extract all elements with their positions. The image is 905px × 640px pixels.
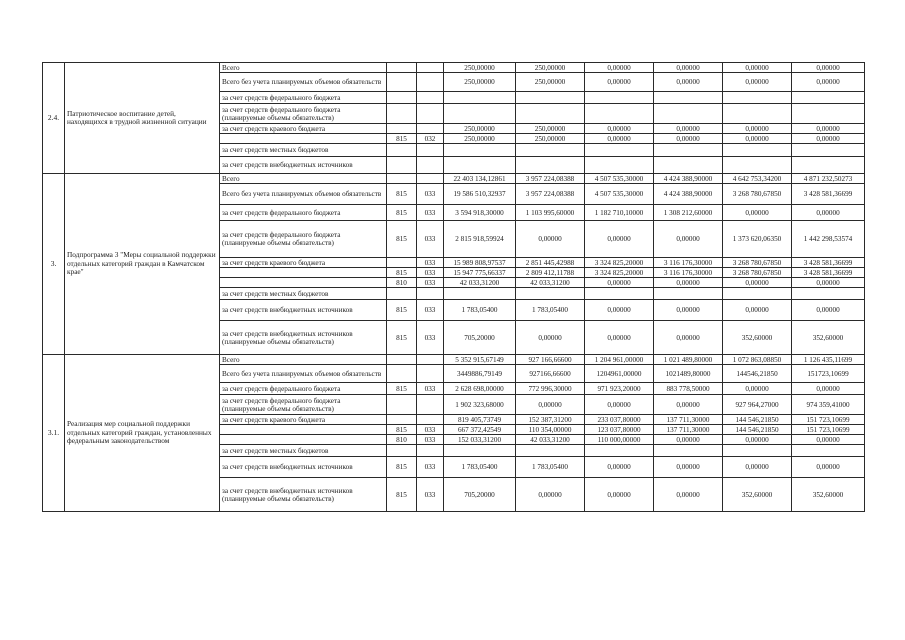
funding-source: за счет средств внебюджетных источников (220, 157, 387, 174)
amount-cell (723, 445, 792, 457)
funding-source: за счет средств федерального бюджета (планируемые объемы обязательств) (220, 104, 387, 124)
amount-cell: 3 324 825,20000 (585, 258, 654, 268)
amount-cell (516, 104, 585, 124)
program-code (417, 92, 444, 104)
funding-source (220, 134, 387, 144)
amount-cell: 250,00000 (444, 63, 516, 73)
section-index: 3.1. (43, 355, 65, 512)
amount-cell: 4 642 753,34200 (723, 174, 792, 184)
amount-cell: 0,00000 (654, 134, 723, 144)
program-code: 033 (417, 221, 444, 258)
amount-cell: 3449886,79149 (444, 365, 516, 383)
funding-source: за счет средств местных бюджетов (220, 288, 387, 300)
amount-cell: 0,00000 (516, 478, 585, 512)
budget-table (42, 62, 865, 512)
amount-cell: 3 116 176,30000 (654, 258, 723, 268)
admin-code (387, 415, 417, 425)
amount-cell: 0,00000 (723, 205, 792, 221)
amount-cell (444, 157, 516, 174)
amount-cell: 137 711,30000 (654, 425, 723, 435)
amount-cell: 1 072 863,08850 (723, 355, 792, 365)
funding-source: за счет средств федерального бюджета (220, 92, 387, 104)
amount-cell: 1 902 323,68000 (444, 395, 516, 415)
amount-cell: 3 116 176,30000 (654, 268, 723, 278)
amount-cell: 1 783,05400 (444, 300, 516, 321)
amount-cell: 144546,21850 (723, 365, 792, 383)
funding-source (220, 435, 387, 445)
amount-cell: 1 182 710,10000 (585, 205, 654, 221)
amount-cell (723, 104, 792, 124)
amount-cell: 0,00000 (723, 457, 792, 478)
amount-cell: 0,00000 (585, 134, 654, 144)
amount-cell (444, 104, 516, 124)
amount-cell: 0,00000 (585, 124, 654, 134)
amount-cell: 3 428 581,36699 (792, 258, 865, 268)
amount-cell: 151723,10699 (792, 365, 865, 383)
section-name: Реализация мер социальной поддержки отдельных категорий граждан, установленных федеральным законодательством (65, 355, 220, 512)
amount-cell: 0,00000 (654, 321, 723, 355)
amount-cell: 5 352 915,67149 (444, 355, 516, 365)
funding-source: за счет средств федерального бюджета (планируемые объемы обязательств) (220, 395, 387, 415)
amount-cell (585, 92, 654, 104)
amount-cell: 3 957 224,08388 (516, 184, 585, 205)
amount-cell: 0,00000 (723, 134, 792, 144)
amount-cell: 0,00000 (792, 124, 865, 134)
amount-cell (585, 157, 654, 174)
admin-code (387, 365, 417, 383)
admin-code (387, 157, 417, 174)
admin-code: 815 (387, 300, 417, 321)
funding-source: за счет средств внебюджетных источников (220, 457, 387, 478)
amount-cell (723, 92, 792, 104)
amount-cell: 0,00000 (516, 395, 585, 415)
amount-cell: 3 324 825,20000 (585, 268, 654, 278)
amount-cell: 3 268 780,67850 (723, 184, 792, 205)
amount-cell (516, 445, 585, 457)
program-code: 033 (417, 457, 444, 478)
program-code (417, 157, 444, 174)
funding-source: за счет средств федерального бюджета (220, 383, 387, 395)
amount-cell (585, 144, 654, 157)
amount-cell: 1 308 212,60000 (654, 205, 723, 221)
admin-code: 815 (387, 321, 417, 355)
program-code: 033 (417, 300, 444, 321)
amount-cell: 0,00000 (792, 278, 865, 288)
section-index: 3. (43, 174, 65, 355)
amount-cell: 2 628 698,00000 (444, 383, 516, 395)
amount-cell: 1 442 298,53574 (792, 221, 865, 258)
budget-page (42, 62, 864, 512)
admin-code (387, 258, 417, 268)
amount-cell: 2 851 445,42988 (516, 258, 585, 268)
amount-cell: 352,60000 (792, 321, 865, 355)
amount-cell: 352,60000 (723, 321, 792, 355)
amount-cell: 0,00000 (585, 278, 654, 288)
amount-cell: 0,00000 (654, 221, 723, 258)
amount-cell: 0,00000 (723, 73, 792, 92)
funding-source: за счет средств краевого бюджета (220, 415, 387, 425)
amount-cell: 250,00000 (444, 124, 516, 134)
funding-source: за счет средств краевого бюджета (220, 124, 387, 134)
amount-cell: 152 033,31200 (444, 435, 516, 445)
amount-cell (654, 157, 723, 174)
amount-cell: 250,00000 (516, 134, 585, 144)
admin-code: 815 (387, 134, 417, 144)
admin-code (387, 73, 417, 92)
admin-code: 810 (387, 278, 417, 288)
admin-code (387, 104, 417, 124)
amount-cell (585, 288, 654, 300)
amount-cell (654, 445, 723, 457)
funding-source: за счет средств федерального бюджета (планируемые объемы обязательств) (220, 221, 387, 258)
amount-cell: 2 815 918,59924 (444, 221, 516, 258)
funding-source: за счет средств местных бюджетов (220, 445, 387, 457)
section-index: 2.4. (43, 63, 65, 174)
amount-cell: 250,00000 (516, 124, 585, 134)
amount-cell: 0,00000 (654, 278, 723, 288)
funding-source: за счет средств внебюджетных источников (220, 300, 387, 321)
amount-cell: 4 871 232,50273 (792, 174, 865, 184)
table-row (43, 63, 865, 73)
amount-cell: 705,20000 (444, 321, 516, 355)
amount-cell (792, 144, 865, 157)
amount-cell: 0,00000 (585, 457, 654, 478)
admin-code: 815 (387, 268, 417, 278)
amount-cell (654, 288, 723, 300)
funding-source: Всего без учета планируемых объемов обязательств (220, 184, 387, 205)
amount-cell: 0,00000 (654, 300, 723, 321)
amount-cell: 4 424 388,90000 (654, 184, 723, 205)
amount-cell: 0,00000 (654, 395, 723, 415)
table-row (43, 355, 865, 365)
amount-cell (723, 157, 792, 174)
amount-cell: 0,00000 (585, 73, 654, 92)
amount-cell: 4 507 535,30000 (585, 184, 654, 205)
amount-cell: 0,00000 (723, 435, 792, 445)
amount-cell: 144 546,21850 (723, 425, 792, 435)
amount-cell: 123 037,80000 (585, 425, 654, 435)
funding-source (220, 268, 387, 278)
amount-cell: 883 778,50000 (654, 383, 723, 395)
amount-cell: 0,00000 (585, 395, 654, 415)
amount-cell: 0,00000 (654, 435, 723, 445)
amount-cell (585, 104, 654, 124)
amount-cell: 250,00000 (516, 63, 585, 73)
program-code (417, 445, 444, 457)
section-name: Патриотическое воспитание детей, находящихся в трудной жизненной ситуации (65, 63, 220, 174)
amount-cell (444, 445, 516, 457)
amount-cell (585, 445, 654, 457)
amount-cell: 152 387,31200 (516, 415, 585, 425)
program-code: 033 (417, 435, 444, 445)
funding-source: Всего без учета планируемых объемов обязательств (220, 365, 387, 383)
amount-cell: 705,20000 (444, 478, 516, 512)
amount-cell: 110 354,00000 (516, 425, 585, 435)
admin-code (387, 395, 417, 415)
funding-source: за счет средств краевого бюджета (220, 258, 387, 268)
amount-cell (792, 104, 865, 124)
admin-code: 815 (387, 221, 417, 258)
table-body (43, 63, 865, 512)
amount-cell: 233 037,80000 (585, 415, 654, 425)
amount-cell: 0,00000 (792, 73, 865, 92)
amount-cell (516, 288, 585, 300)
amount-cell: 974 359,41000 (792, 395, 865, 415)
admin-code: 815 (387, 457, 417, 478)
amount-cell: 15 947 775,66337 (444, 268, 516, 278)
amount-cell: 1 021 489,80000 (654, 355, 723, 365)
admin-code (387, 63, 417, 73)
table-row (43, 174, 865, 184)
amount-cell: 3 268 780,67850 (723, 268, 792, 278)
admin-code (387, 288, 417, 300)
amount-cell (792, 157, 865, 174)
program-code (417, 144, 444, 157)
funding-source: за счет средств местных бюджетов (220, 144, 387, 157)
program-code (417, 288, 444, 300)
amount-cell: 4 507 535,30000 (585, 174, 654, 184)
amount-cell: 144 546,21850 (723, 415, 792, 425)
program-code (417, 63, 444, 73)
amount-cell (444, 92, 516, 104)
amount-cell (654, 104, 723, 124)
amount-cell: 0,00000 (792, 63, 865, 73)
amount-cell: 0,00000 (792, 457, 865, 478)
amount-cell: 2 809 412,11788 (516, 268, 585, 278)
amount-cell: 0,00000 (654, 63, 723, 73)
amount-cell: 42 033,31200 (516, 278, 585, 288)
amount-cell: 1 126 435,11699 (792, 355, 865, 365)
funding-source: Всего (220, 174, 387, 184)
funding-source: Всего (220, 63, 387, 73)
amount-cell (792, 445, 865, 457)
amount-cell: 3 268 780,67850 (723, 258, 792, 268)
program-code (417, 73, 444, 92)
amount-cell: 1 783,05400 (516, 300, 585, 321)
funding-source: за счет средств внебюджетных источников (планируемые объемы обязательств) (220, 321, 387, 355)
program-code: 033 (417, 321, 444, 355)
funding-source (220, 278, 387, 288)
amount-cell: 0,00000 (585, 221, 654, 258)
admin-code: 815 (387, 383, 417, 395)
admin-code: 815 (387, 205, 417, 221)
amount-cell: 1 103 995,60000 (516, 205, 585, 221)
amount-cell (654, 144, 723, 157)
amount-cell: 15 989 808,97537 (444, 258, 516, 268)
amount-cell: 352,60000 (723, 478, 792, 512)
amount-cell (723, 288, 792, 300)
program-code (417, 365, 444, 383)
amount-cell: 0,00000 (585, 321, 654, 355)
amount-cell: 3 957 224,08388 (516, 174, 585, 184)
amount-cell: 0,00000 (654, 124, 723, 134)
admin-code: 815 (387, 425, 417, 435)
amount-cell: 0,00000 (792, 205, 865, 221)
amount-cell: 22 403 134,12861 (444, 174, 516, 184)
amount-cell: 0,00000 (585, 63, 654, 73)
amount-cell: 772 996,30000 (516, 383, 585, 395)
amount-cell: 151 723,10699 (792, 415, 865, 425)
amount-cell: 352,60000 (792, 478, 865, 512)
amount-cell: 0,00000 (654, 478, 723, 512)
amount-cell: 0,00000 (792, 300, 865, 321)
program-code: 033 (417, 278, 444, 288)
admin-code (387, 445, 417, 457)
amount-cell: 971 923,20000 (585, 383, 654, 395)
amount-cell: 1 783,05400 (444, 457, 516, 478)
program-code (417, 124, 444, 134)
amount-cell: 0,00000 (723, 300, 792, 321)
program-code (417, 395, 444, 415)
amount-cell (516, 92, 585, 104)
program-code: 033 (417, 268, 444, 278)
program-code: 033 (417, 478, 444, 512)
admin-code: 810 (387, 435, 417, 445)
program-code: 033 (417, 205, 444, 221)
funding-source: за счет средств федерального бюджета (220, 205, 387, 221)
amount-cell: 3 428 581,36699 (792, 268, 865, 278)
amount-cell (654, 92, 723, 104)
funding-source (220, 425, 387, 435)
amount-cell: 42 033,31200 (444, 278, 516, 288)
program-code (417, 355, 444, 365)
funding-source: Всего без учета планируемых объемов обязательств (220, 73, 387, 92)
amount-cell: 0,00000 (723, 63, 792, 73)
program-code: 033 (417, 425, 444, 435)
program-code: 033 (417, 184, 444, 205)
section-name: Подпрограмма 3 "Меры социальной поддержки отдельных категорий граждан в Камчатском крае" (65, 174, 220, 355)
amount-cell: 1 373 620,06350 (723, 221, 792, 258)
amount-cell: 0,00000 (723, 278, 792, 288)
amount-cell (516, 157, 585, 174)
amount-cell: 0,00000 (792, 134, 865, 144)
amount-cell: 927166,66600 (516, 365, 585, 383)
admin-code (387, 92, 417, 104)
amount-cell: 0,00000 (792, 383, 865, 395)
program-code (417, 104, 444, 124)
amount-cell: 0,00000 (516, 321, 585, 355)
amount-cell: 0,00000 (723, 383, 792, 395)
amount-cell: 1 783,05400 (516, 457, 585, 478)
amount-cell (516, 144, 585, 157)
amount-cell: 250,00000 (444, 134, 516, 144)
admin-code (387, 355, 417, 365)
program-code (417, 174, 444, 184)
amount-cell: 250,00000 (516, 73, 585, 92)
amount-cell (792, 288, 865, 300)
amount-cell (723, 144, 792, 157)
amount-cell: 151 723,10699 (792, 425, 865, 435)
admin-code (387, 124, 417, 134)
program-code: 033 (417, 258, 444, 268)
amount-cell: 250,00000 (444, 73, 516, 92)
amount-cell: 4 424 388,90000 (654, 174, 723, 184)
amount-cell: 0,00000 (585, 478, 654, 512)
admin-code (387, 174, 417, 184)
amount-cell: 0,00000 (792, 435, 865, 445)
amount-cell: 1 204 961,00000 (585, 355, 654, 365)
amount-cell: 0,00000 (723, 124, 792, 134)
funding-source: Всего (220, 355, 387, 365)
amount-cell (444, 288, 516, 300)
amount-cell: 3 428 581,36699 (792, 184, 865, 205)
amount-cell: 0,00000 (516, 221, 585, 258)
admin-code (387, 144, 417, 157)
amount-cell: 1021489,80000 (654, 365, 723, 383)
amount-cell: 137 711,30000 (654, 415, 723, 425)
funding-source: за счет средств внебюджетных источников (планируемые объемы обязательств) (220, 478, 387, 512)
amount-cell: 667 372,42549 (444, 425, 516, 435)
admin-code: 815 (387, 478, 417, 512)
amount-cell: 819 405,73749 (444, 415, 516, 425)
amount-cell: 0,00000 (654, 457, 723, 478)
program-code: 032 (417, 134, 444, 144)
amount-cell: 0,00000 (654, 73, 723, 92)
amount-cell (444, 144, 516, 157)
amount-cell: 0,00000 (585, 300, 654, 321)
amount-cell: 3 594 918,30000 (444, 205, 516, 221)
amount-cell (792, 92, 865, 104)
amount-cell: 1204961,00000 (585, 365, 654, 383)
program-code (417, 415, 444, 425)
admin-code: 815 (387, 184, 417, 205)
amount-cell: 927 964,27000 (723, 395, 792, 415)
amount-cell: 110 000,00000 (585, 435, 654, 445)
amount-cell: 19 586 510,32937 (444, 184, 516, 205)
amount-cell: 927 166,66600 (516, 355, 585, 365)
amount-cell: 42 033,31200 (516, 435, 585, 445)
program-code: 033 (417, 383, 444, 395)
